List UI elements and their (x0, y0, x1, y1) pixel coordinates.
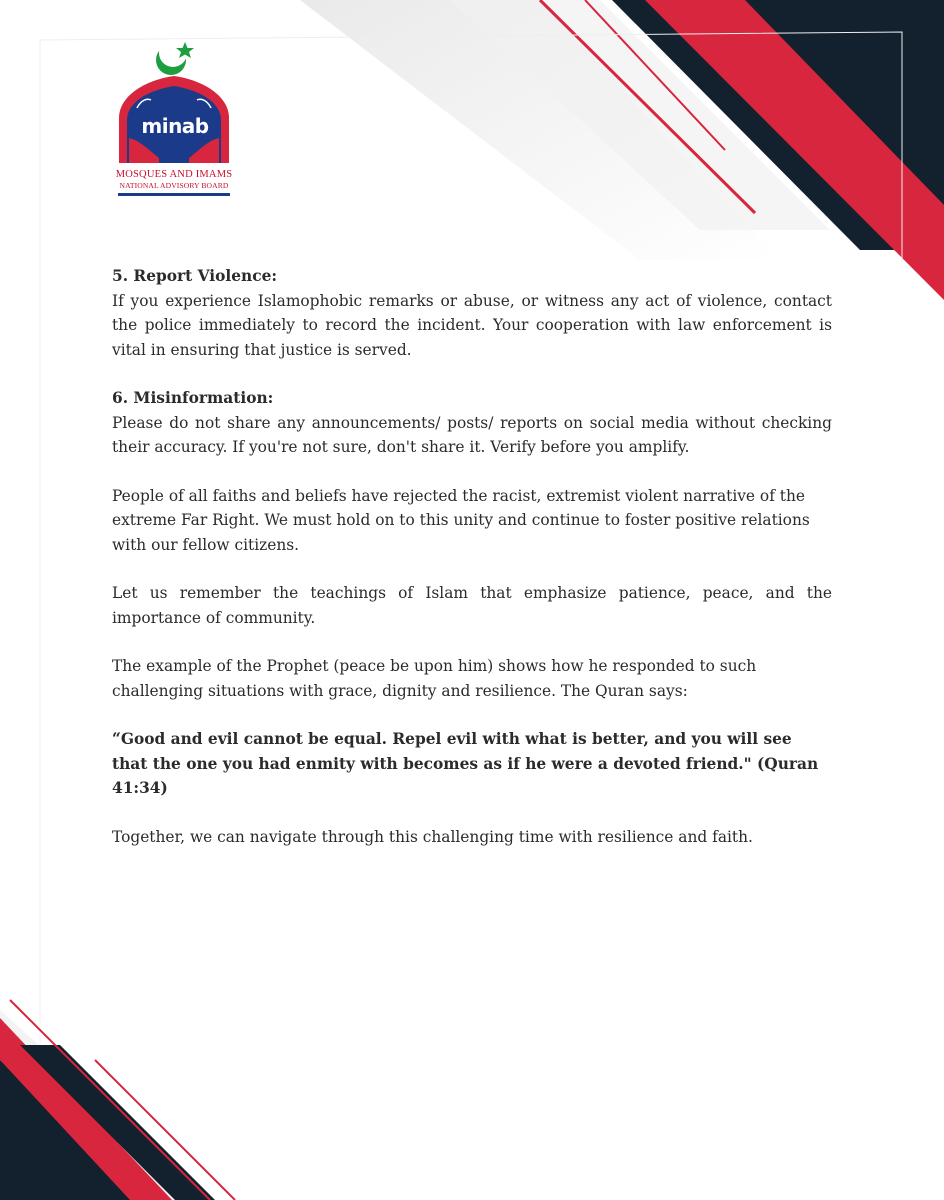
section-body: Please do not share any announcements/ posts/ reports on social media without checking their accuracy. If you're not sure, don't share it. Verify before you amplify. (112, 413, 832, 456)
minab-logo (115, 38, 233, 198)
section-misinformation (112, 386, 832, 460)
section-body: If you experience Islamophobic remarks or abuse, or witness any act of violence, contact the police immediately to record the incident. Your cooperation with law enforcement is vital in ensuring that justice is served. (112, 291, 832, 359)
logo-wordmark: minab (141, 114, 209, 138)
paragraph-prophet: The example of the Prophet (peace be upon him) shows how he responded to such challenging situations with grace, dignity and resilience. The Quran says: (112, 657, 757, 700)
section-report-violence (112, 264, 832, 362)
document-body (112, 264, 832, 873)
paragraph-unity: People of all faiths and beliefs have rejected the racist, extremist violent narrative of the extreme Far Right. We must hold on to this unity and continue to foster positive relations with our fellow citizens. (112, 486, 810, 554)
section-heading: 6. Misinformation: (112, 389, 274, 407)
paragraph-closing: Together, we can navigate through this challenging time with resilience and faith. (112, 827, 753, 846)
paragraph-teachings: Let us remember the teachings of Islam that emphasize patience, peace, and the importance of community. (112, 584, 832, 627)
logo-underline (118, 193, 230, 196)
section-heading: 5. Report Violence: (112, 267, 278, 285)
quran-quote: “Good and evil cannot be equal. Repel evil with what is better, and you will see that the one you had enmity with becomes as if he were a devoted friend." (Quran 41:34) (112, 730, 819, 797)
logo-line-1: MOSQUES AND IMAMS (115, 169, 233, 180)
logo-line-2: NATIONAL ADVISORY BOARD (119, 181, 229, 190)
